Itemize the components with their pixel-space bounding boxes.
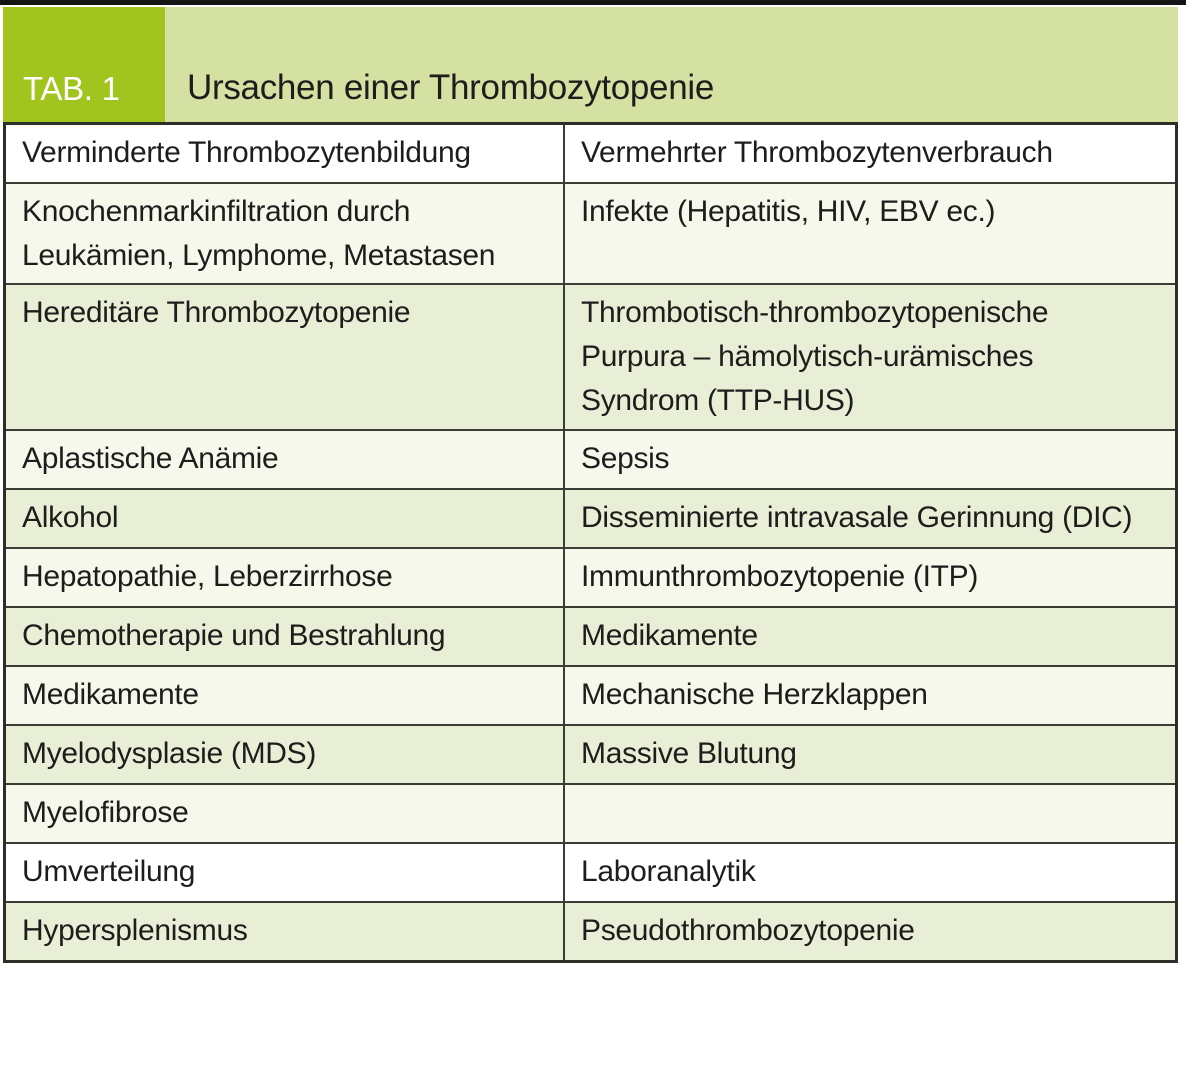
table-title: Ursachen einer Thrombozytopenie [187,68,715,107]
table-cell-right: Mechanische Herzklappen [565,667,1175,724]
table-cell-left: Knochenmarkinfiltration durch Leukämien, Lymphome, Metastasen [6,184,563,283]
table-cell-left: Hypersplenismus [6,903,563,960]
table-number-label: TAB. 1 [23,70,120,107]
section-header-right: Laboranalytik [565,844,1175,901]
table-header-band [3,7,1178,122]
causes-table [3,122,1178,963]
table-cell-right: Massive Blutung [565,726,1175,783]
table-cell-right: Thrombotisch-thrombozytopenische Purpura – hämolytisch-urämisches Syndrom (TTP-HUS) [565,285,1175,429]
table-cell-left: Medikamente [6,667,563,724]
table-cell-left: Chemotherapie und Bestrahlung [6,608,563,665]
top-rule-divider [0,0,1186,5]
table-cell-right: Pseudothrombozytopenie [565,903,1175,960]
table-cell-right: Infekte (Hepatitis, HIV, EBV ec.) [565,184,1175,283]
table-cell-right: Immunthrombozytopenie (ITP) [565,549,1175,606]
table-cell-empty [565,785,1175,842]
table-cell-right: Medikamente [565,608,1175,665]
column-header-left: Verminderte Thrombozytenbildung [6,125,563,182]
table-cell-left: Myelodysplasie (MDS) [6,726,563,783]
column-header-right: Vermehrter Thrombozytenverbrauch [565,125,1175,182]
table-cell-left: Alkohol [6,490,563,547]
table-title-bar [165,7,1178,122]
section-header-left: Umverteilung [6,844,563,901]
table-cell-right: Sepsis [565,431,1175,488]
table-cell-left: Myelofibrose [6,785,563,842]
table-cell-left: Aplastische Anämie [6,431,563,488]
table-cell-left: Hereditäre Thrombozytopenie [6,285,563,429]
table-cell-right: Disseminierte intravasale Gerinnung (DIC) [565,490,1175,547]
table-number-badge [3,7,165,122]
table-cell-left: Hepatopathie, Leberzirrhose [6,549,563,606]
